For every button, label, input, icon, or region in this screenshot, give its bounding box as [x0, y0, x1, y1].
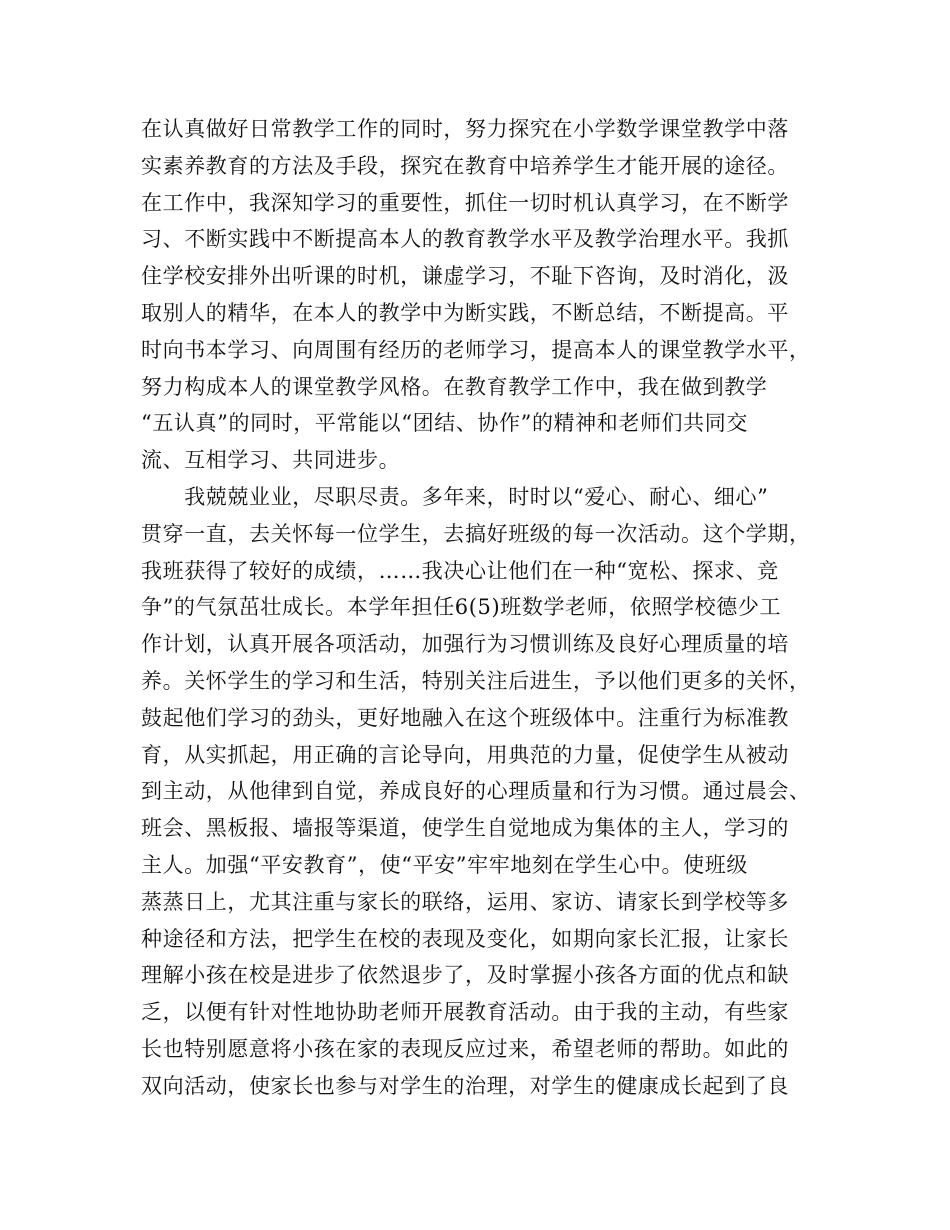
text-line: 长也特别愿意将小孩在家的表现反应过来，希望老师的帮助。如此的: [141, 1036, 789, 1061]
paragraph-start-line: 我兢兢业业，尽职尽责。多年来，时时以“爱心、耐心、细心”: [141, 484, 769, 509]
text-line: 鼓起他们学习的劲头，更好地融入在这个班级体中。注重行为标准教: [141, 705, 789, 730]
text-line: 我班获得了较好的成绩，……我决心让他们在一种“宽松、探求、竞: [141, 558, 779, 583]
text-line: 在认真做好日常教学工作的同时，努力探究在小学数学课堂教学中落: [141, 117, 789, 141]
text-line: 时向书本学习、向周围有经历的老师学习，提高本人的课堂教学水平，: [141, 337, 811, 362]
text-line: 流、互相学习、共同进步。: [141, 448, 401, 473]
text-line: 班会、黑板报、墙报等渠道，使学生自觉地成为集体的主人，学习的: [141, 816, 789, 841]
text-line: 养。关怀学生的学习和生活，特别关注后进生，予以他们更多的关怀，: [141, 668, 811, 693]
text-line: “五认真”的同时，平常能以“团结、协作”的精神和老师们共同交: [141, 411, 748, 436]
body-text: [141, 111, 821, 1105]
text-line: 蒸蒸日上，尤其注重与家长的联络，运用、家访、请家长到学校等多: [141, 889, 789, 914]
text-line: 争”的气氛茁壮成长。本学年担任6(5)班数学老师，依照学校德少工: [141, 595, 782, 620]
text-line: 乏，以便有针对性地协助老师开展教育活动。由于我的主动，有些家: [141, 1000, 789, 1025]
text-line: 双向活动，使家长也参与对学生的治理，对学生的健康成长起到了良: [141, 1073, 789, 1098]
text-line: 习、不断实践中不断提高本人的教育教学水平及教学治理水平。我抓: [141, 227, 789, 252]
text-line: 贯穿一直，去关怀每一位学生，去搞好班级的每一次活动。这个学期，: [141, 521, 811, 546]
text-line: 育，从实抓起，用正确的言论导向，用典范的力量，促使学生从被动: [141, 742, 789, 767]
text-line: 理解小孩在校是进步了依然退步了，及时掌握小孩各方面的优点和缺: [141, 963, 789, 988]
text-line: 种途径和方法，把学生在校的表现及变化，如期向家长汇报，让家长: [141, 926, 789, 951]
text-line: 到主动，从他律到自觉，养成良好的心理质量和行为习惯。通过晨会、: [141, 779, 811, 804]
text-line: 取别人的精华，在本人的教学中为断实践，不断总结，不断提高。平: [141, 300, 789, 325]
text-line: 作计划，认真开展各项活动，加强行为习惯训练及良好心理质量的培: [141, 632, 789, 657]
text-line: 住学校安排外出听课的时机，谦虚学习，不耻下咨询，及时消化，汲: [141, 264, 789, 289]
text-line: 在工作中，我深知学习的重要性，抓住一切时机认真学习，在不断学: [141, 190, 789, 215]
text-line: 实素养教育的方法及手段，探究在教育中培养学生才能开展的途径。: [141, 153, 789, 178]
text-line: 努力构成本人的课堂教学风格。在教育教学工作中，我在做到教学: [141, 374, 768, 399]
text-line: 主人。加强“平安教育”，使“平安”牢牢地刻在学生心中。使班级: [141, 852, 748, 877]
